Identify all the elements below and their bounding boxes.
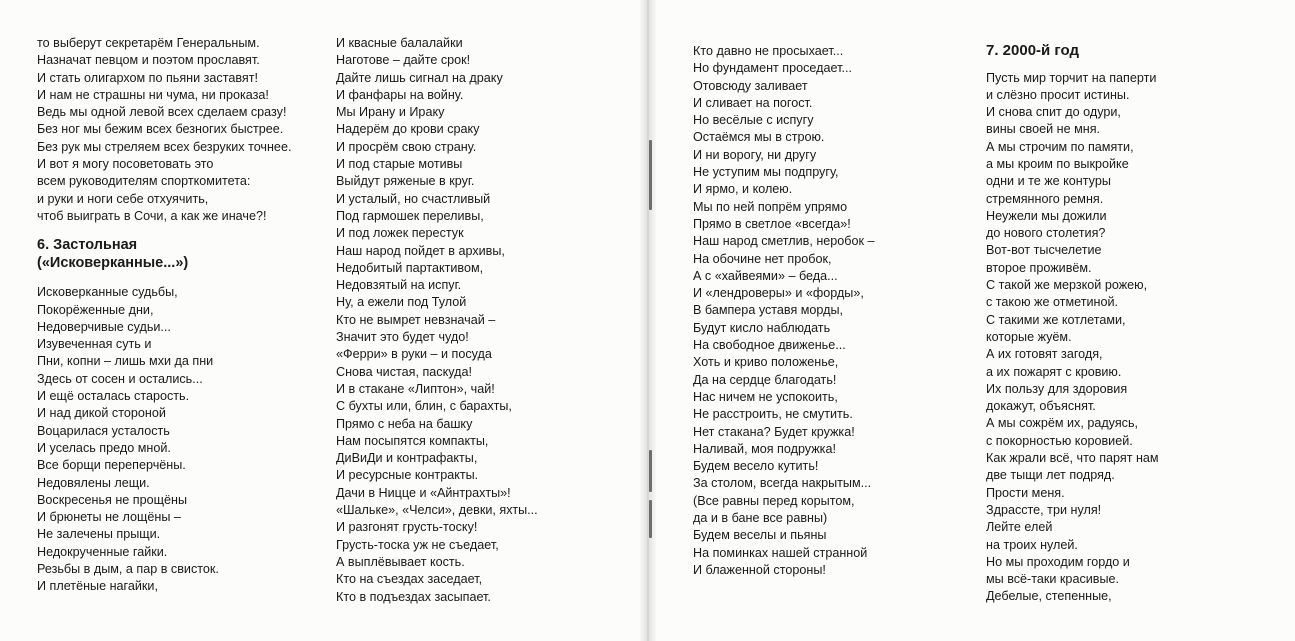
poem-line: то выберут секретарём Генеральным. [37,36,260,50]
binding-stitch [649,500,652,538]
poem-line: И под ложек перестук [336,226,464,241]
poem-line: одни и те же контуры [986,174,1111,189]
poem-line: И нам не страшны ни чума, ни проказа! [37,87,269,102]
poem-line: Дайте лишь сигнал на драку [336,70,503,85]
poem-line: Пусть мир торчит на паперти [986,70,1157,85]
poem-line: И квасные балалайки [336,36,463,50]
poem-line: И над дикой стороной [37,406,166,421]
poem-line: Грусть-тоска уж не съедает, [336,537,499,552]
poem-line: Все борщи переперчёны. [37,458,186,473]
poem-line: И разгонят грусть-тоску! [336,520,478,535]
poem-line: Дебелые, степенные, [986,589,1112,604]
poem-line: В бампера уставя морды, [693,303,844,318]
poem-line: Значит это будет чудо! [336,330,469,345]
poem-line: а мы кроим по выкройке [986,156,1129,171]
poem-line: И брюнеты не лощёны – [37,510,181,525]
poem-line: А мы строчим по памяти, [986,139,1134,154]
poem-line: на троих нулей. [986,537,1078,552]
poem-line: Дачи в Ницце и «Айнтрахты»! [336,485,511,500]
poem-column-3 [693,43,875,579]
poem-line: Наш народ сметлив, неробок – [693,234,875,249]
poem-line: Исковерканные судьбы, [37,285,178,300]
poem-line: И ещё осталась старость. [37,389,190,404]
poem-line: И ярмо, и колею. [693,182,793,197]
poem-line: Будем веселы и пьяны [693,528,827,543]
poem-line: Недовзятый на испуг. [336,278,462,293]
poem-line: (Все равны перед корытом, [693,493,855,508]
poem-line: Вот-вот тысчелетие [986,243,1102,258]
poem-line: да и в бане все равны) [693,511,828,526]
poem-column-1 [37,35,291,596]
poem-line: Без рук мы стреляем всех безруких точнее. [37,139,292,154]
poem-line: И фанфары на войну. [336,87,464,102]
poem-line: Ну, а ежели под Тулой [336,295,467,310]
poem-line: Мы Ирану и Ираку [336,105,445,120]
poem-line: Без ног мы бежим всех безногих быстрее. [37,122,284,137]
poem-line: Будем весело кутить! [693,459,819,474]
poem-line: С бухты или, блин, с барахты, [336,399,512,414]
poem-line: И стать олигархом по пьяни заставят! [37,70,258,85]
binding-stitch [649,168,652,210]
poem-line: до нового столетия? [986,226,1106,241]
poem-stanza [37,35,291,225]
poem-line: Надерём до крови сраку [336,122,480,137]
poem-line: Не уступим мы подпругу, [693,165,839,180]
poem-column-2 [336,35,538,606]
poem-line: Снова чистая, паскуда! [336,364,472,379]
poem-stanza [37,284,291,595]
poem-column-4 [986,42,1159,606]
poem-line: Нам посыпятся компакты, [336,433,489,448]
poem-line: И в стакане «Липтон», чай! [336,381,495,396]
poem-line: Наготове – дайте срок! [336,53,471,68]
poem-line: И блаженной стороны! [693,562,826,577]
poem-line: Но мы проходим гордо и [986,554,1130,569]
poem-line: Да на сердце благодать! [693,372,837,387]
poem-line: две тыщи лет подряд. [986,468,1115,483]
poem-line: «Шальке», «Челси», девки, яхты... [336,503,538,518]
section-heading: 7. 2000-й год [986,42,1079,59]
poem-line: Прямо в светлое «всегда»! [693,216,851,231]
poem-line: чтоб выиграть в Сочи, а как же иначе?! [37,208,267,223]
poem-line: и слёзно просит истины. [986,87,1130,102]
poem-line: Но фундамент проседает... [693,61,852,76]
poem-line: второе проживём. [986,260,1092,275]
poem-line: И просрём свою страну. [336,139,477,154]
poem-line: Недокрученные гайки. [37,544,168,559]
poem-line: Кто в подъездах засыпает. [336,589,491,604]
poem-line: Покорёженные дни, [37,302,154,317]
poem-line: Прости меня. [986,485,1065,500]
poem-line: Под гармошек переливы, [336,208,484,223]
poem-line: Наливай, моя подружка! [693,441,836,456]
poem-line: Мы по ней попрём упрямо [693,199,848,214]
poem-line: Нас ничем не успокоить, [693,389,838,404]
poem-stanza [986,70,1159,606]
poem-line: ДиВиДи и контрафакты, [336,451,478,466]
section-heading: 6. Застольная [37,237,138,254]
poem-line: А с «хайвеями» – беда... [693,268,838,283]
poem-line: Не залечены прыщи. [37,527,161,542]
poem-line: «Ферри» в руки – и посуда [336,347,492,362]
poem-line: мы всё-таки красивые. [986,572,1120,587]
poem-line: Ведь мы одной левой всех сделаем сразу! [37,105,287,120]
poem-line: Лейте елей [986,520,1053,535]
poem-line: с такою же отметиной. [986,295,1118,310]
poem-line: Воцарилася усталость [37,423,170,438]
poem-line: Кто на съездах заседает, [336,572,483,587]
poem-line: Недобитый партактивом, [336,260,484,275]
poem-line: Неужели мы дожили [986,208,1107,223]
poem-line: Отовсюду заливает [693,78,808,93]
poem-line: вины своей не мня. [986,122,1101,137]
poem-line: которые жуём. [986,329,1072,344]
poem-line: Выйдут ряженые в круг. [336,174,475,189]
poem-line: Нет стакана? Будет кружка! [693,424,855,439]
poem-line: И плетёные нагайки, [37,579,158,594]
poem-line: Как жрали всё, что парят нам [986,451,1159,466]
poem-line: Здесь от сосен и остались... [37,371,203,386]
poem-line: На свободное движенье... [693,338,846,353]
poem-line: Но весёлые с испугу [693,113,814,128]
poem-line: всем руководителям спорткомитета: [37,174,251,189]
poem-line: Назначат певцом и поэтом прославят. [37,53,260,68]
poem-line: Изувеченная суть и [37,337,152,352]
poem-line: С такой же мерзкой рожею, [986,278,1148,293]
poem-line: На поминках нашей странной [693,545,868,560]
poem-line: И снова спит до одури, [986,105,1121,120]
poem-line: Здрассте, три нуля! [986,502,1102,517]
poem-line: И сливает на погост. [693,95,813,110]
poem-line: И под старые мотивы [336,157,463,172]
poem-line: и руки и ноги себе отхуячить, [37,191,209,206]
poem-line: А их готовят загодя, [986,347,1103,362]
poem-line: Воскресенья не прощёны [37,492,188,507]
poem-line: И усталый, но счастливый [336,191,491,206]
poem-line: И вот я могу посоветовать это [37,157,214,172]
poem-line: И ни ворогу, ни другу [693,147,817,162]
poem-line: Наш народ пойдет в архивы, [336,243,505,258]
poem-line: За столом, всегда накрытым... [693,476,872,491]
poem-line: Остаёмся мы в строю. [693,130,825,145]
poem-line: а их пожарят с кровию. [986,364,1122,379]
poem-line: с покорностью коровией. [986,433,1133,448]
poem-line: А мы сожрём их, радуясь, [986,416,1139,431]
poem-line: Кто давно не просыхает... [693,44,844,58]
binding-stitch [649,450,652,492]
poem-line: С такими же котлетами, [986,312,1126,327]
poem-line: Кто не вымрет невзначай – [336,312,496,327]
section-subheading: («Исковерканные...») [37,254,189,271]
poem-line: Прямо с неба на башку [336,416,473,431]
poem-line: А выплёвывает кость. [336,554,465,569]
poem-line: На обочине нет пробок, [693,251,832,266]
poem-line: И уселась предо мной. [37,440,171,455]
poem-line: Недовялены лещи. [37,475,150,490]
poem-line: докажут, объяснят. [986,399,1096,414]
poem-line: Хоть и криво положенье, [693,355,839,370]
poem-line: Недоверчивые судьи... [37,319,171,334]
poem-line: Пни, копни – лишь мхи да пни [37,354,214,369]
poem-line: Будут кисло наблюдать [693,320,831,335]
poem-line: Резьбы в дым, а пар в свисток. [37,562,219,577]
poem-line: Их пользу для здоровия [986,381,1128,396]
poem-line: Не расстроить, не смутить. [693,407,853,422]
book-gutter [640,0,656,641]
poem-line: И ресурсные контракты. [336,468,479,483]
poem-line: И «лендроверы» и «форды», [693,286,864,301]
poem-line: стремянного ремня. [986,191,1104,206]
